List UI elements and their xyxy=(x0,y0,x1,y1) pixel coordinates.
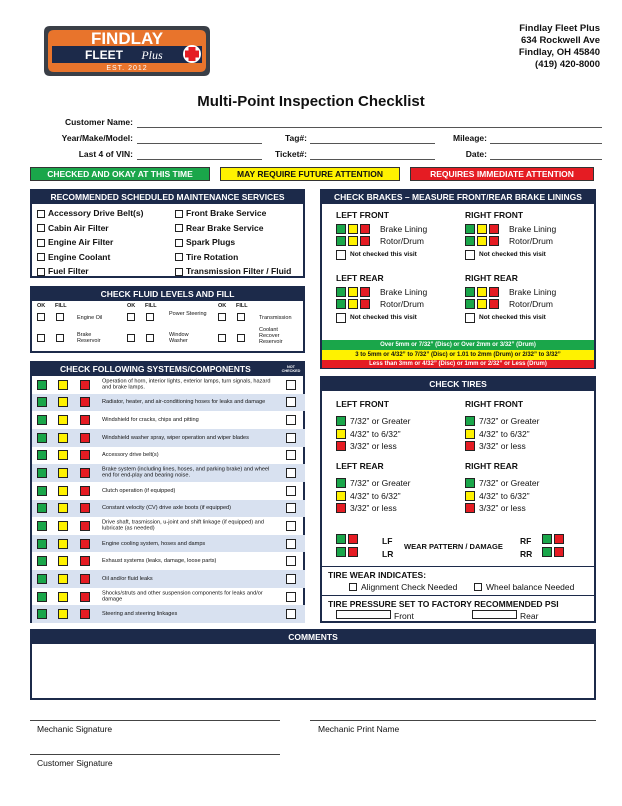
system-row xyxy=(32,464,305,482)
brake-green-box[interactable] xyxy=(336,299,346,309)
brake-yellow-box[interactable] xyxy=(348,236,358,246)
alignment-label: Alignment Check Needed xyxy=(361,582,458,592)
systems-not-checked-label: NOT CHECKED xyxy=(281,365,301,373)
brake-not-checked-checkbox[interactable] xyxy=(336,250,346,260)
brake-red-box[interactable] xyxy=(489,224,499,234)
system-item-label: Radiator, heater, and air-conditioning hoses for leaks and damage xyxy=(102,399,266,406)
tire-depth-label: 4/32” to 6/32” xyxy=(479,428,530,439)
fluid-ok-checkbox[interactable] xyxy=(37,313,45,321)
maint-item[interactable]: Front Brake Service xyxy=(175,206,305,221)
rf-wear-red[interactable] xyxy=(554,534,564,544)
system-row xyxy=(32,588,305,606)
not-checked-label: Not checked this visit xyxy=(350,314,417,321)
not-checked-checkbox[interactable] xyxy=(286,592,296,602)
system-item-label: Constant velocity (CV) drive axle boots (if equipped) xyxy=(102,505,232,512)
lr-label: LR xyxy=(382,549,394,559)
rr-wear-green[interactable] xyxy=(542,547,552,557)
fill-label: FILL xyxy=(236,303,248,309)
tire-pressure-label: TIRE PRESSURE SET TO FACTORY RECOMMENDED PSI xyxy=(328,599,559,609)
status-red-box[interactable] xyxy=(80,468,90,478)
not-checked-checkbox[interactable] xyxy=(286,415,296,425)
fluid-ok-checkbox[interactable] xyxy=(218,313,226,321)
system-item-label: Oil and/or fluid leaks xyxy=(102,575,153,582)
system-item-label: Windshield washer spray, wiper operation and wiper blades xyxy=(102,434,249,441)
status-yellow-box[interactable] xyxy=(58,609,68,619)
mechanic-signature-label: Mechanic Signature xyxy=(37,724,113,734)
system-item-label: Brake system (including lines, hoses, and parking brake) and wheel end for end-play and bearing noise. xyxy=(102,466,270,480)
legend-green: CHECKED AND OKAY AT THIS TIME xyxy=(30,167,210,181)
rr-wear-red[interactable] xyxy=(554,547,564,557)
status-red-box[interactable] xyxy=(80,433,90,443)
brake-red-box[interactable] xyxy=(489,236,499,246)
maint-item[interactable]: Spark Plugs xyxy=(175,235,305,250)
status-red-box[interactable] xyxy=(80,556,90,566)
system-row xyxy=(32,552,305,570)
tire-red-box[interactable] xyxy=(465,503,475,513)
lf-wear-green[interactable] xyxy=(336,534,346,544)
tire-depth-label: 4/32” to 6/32” xyxy=(350,428,401,439)
brake-red-box[interactable] xyxy=(360,287,370,297)
tire-green-box[interactable] xyxy=(465,478,475,488)
checkbox[interactable] xyxy=(175,239,183,247)
front-label: Front xyxy=(394,611,414,621)
tire-depth-label: 3/32” or less xyxy=(350,503,397,513)
year-make-model-field[interactable] xyxy=(137,143,262,144)
mechanic-print-line[interactable] xyxy=(310,720,596,721)
vin-label: Last 4 of VIN: xyxy=(78,149,133,159)
system-item-label: Engine cooling system, hoses and damps xyxy=(102,540,206,547)
system-row xyxy=(32,605,305,623)
status-red-box[interactable] xyxy=(80,397,90,407)
fluid-window-washer: Window Washer xyxy=(169,332,189,344)
tire-red-box[interactable] xyxy=(336,503,346,513)
system-row xyxy=(32,429,305,447)
system-item-label: Drive shaft, trasmission, u-joint and shift linkage (if equipped) and lubricate (as needed) xyxy=(102,519,264,532)
wear-pattern-label: WEAR PATTERN / DAMAGE xyxy=(404,542,503,551)
brake-lining-label: Brake Lining xyxy=(380,224,428,234)
brake-yellow-box[interactable] xyxy=(477,236,487,246)
brake-green-box[interactable] xyxy=(465,224,475,234)
not-checked-checkbox[interactable] xyxy=(286,521,296,531)
status-red-box[interactable] xyxy=(80,450,90,460)
ok-label: OK xyxy=(218,303,227,309)
fluid-coolant: Coolant Recover Reservoir xyxy=(259,327,283,345)
brake-scale-red: Less than 3mm or 4/32” (Disc) or 1mm or 2/32” or Less (Drum) xyxy=(322,360,594,368)
brake-yellow-box[interactable] xyxy=(348,299,358,309)
system-row xyxy=(32,535,305,553)
maint-item[interactable]: Fuel Filter xyxy=(37,264,172,279)
address-line: 634 Rockwell Ave xyxy=(520,35,600,46)
status-green-box[interactable] xyxy=(37,539,47,549)
system-row xyxy=(32,517,305,535)
brake-lining-label: Brake Lining xyxy=(509,287,557,297)
status-green-box[interactable] xyxy=(37,521,47,531)
legend-red: REQUIRES IMMEDIATE ATTENTION xyxy=(410,167,594,181)
status-yellow-box[interactable] xyxy=(58,503,68,513)
status-yellow-box[interactable] xyxy=(58,415,68,425)
tire-green-box[interactable] xyxy=(465,416,475,426)
fluid-ok-checkbox[interactable] xyxy=(127,334,135,342)
ticket-field[interactable] xyxy=(310,159,435,160)
comments-header: COMMENTS xyxy=(32,631,594,644)
tire-depth-label: 3/32” or less xyxy=(479,441,526,451)
brake-yellow-box[interactable] xyxy=(477,224,487,234)
system-row xyxy=(32,411,305,429)
address-line: Findlay Fleet Plus xyxy=(519,23,600,34)
checkbox[interactable] xyxy=(37,224,45,232)
system-row xyxy=(32,447,305,465)
maint-item[interactable]: Cabin Air Filter xyxy=(37,221,172,236)
not-checked-checkbox[interactable] xyxy=(286,397,296,407)
system-item-label: Steering and steering linkages xyxy=(102,610,178,617)
brake-scale-green: Over 5mm or 7/32” (Disc) or Over 2mm or 3/32” (Drum) xyxy=(322,340,594,350)
systems-header: CHECK FOLLOWING SYSTEMS/COMPONENTS xyxy=(32,363,303,376)
not-checked-checkbox[interactable] xyxy=(286,609,296,619)
brake-green-box[interactable] xyxy=(465,236,475,246)
status-red-box[interactable] xyxy=(80,539,90,549)
tire-depth-label: 7/32” or Greater xyxy=(350,416,411,426)
rotor-drum-label: Rotor/Drum xyxy=(509,236,553,246)
system-item-label: Clutch operation (if equipped) xyxy=(102,487,176,494)
rf-label: RF xyxy=(520,536,532,546)
status-green-box[interactable] xyxy=(37,468,47,478)
maint-item[interactable]: Engine Air Filter xyxy=(37,235,172,250)
address-block xyxy=(519,23,600,71)
page-title: Multi-Point Inspection Checklist xyxy=(197,93,425,110)
maint-item[interactable]: Transmission Filter / Fluid xyxy=(175,264,305,279)
not-checked-checkbox[interactable] xyxy=(286,486,296,496)
maint-item[interactable]: Engine Coolant xyxy=(37,250,172,265)
fluid-header: CHECK FLUID LEVELS AND FILL xyxy=(32,288,303,301)
system-row xyxy=(32,570,305,588)
rear-pressure-field[interactable] xyxy=(472,610,517,619)
system-row xyxy=(32,500,305,518)
rr-label: RR xyxy=(520,549,533,559)
brake-not-checked-checkbox[interactable] xyxy=(465,250,475,260)
address-line: (419) 420-8000 xyxy=(535,59,600,70)
brake-not-checked-checkbox[interactable] xyxy=(465,313,475,323)
status-green-box[interactable] xyxy=(37,415,47,425)
fluid-fill-checkbox[interactable] xyxy=(56,313,64,321)
not-checked-label: Not checked this visit xyxy=(350,251,417,258)
not-checked-checkbox[interactable] xyxy=(286,450,296,460)
brake-red-box[interactable] xyxy=(360,224,370,234)
comments-panel[interactable] xyxy=(30,629,596,700)
lf-wear-red[interactable] xyxy=(348,534,358,544)
status-yellow-box[interactable] xyxy=(58,433,68,443)
not-checked-checkbox[interactable] xyxy=(286,556,296,566)
systems-list xyxy=(32,376,305,623)
status-red-box[interactable] xyxy=(80,503,90,513)
checkbox[interactable] xyxy=(37,268,45,276)
brake-yellow-box[interactable] xyxy=(477,287,487,297)
brake-green-box[interactable] xyxy=(465,287,475,297)
checkbox[interactable] xyxy=(175,210,183,218)
status-red-box[interactable] xyxy=(80,609,90,619)
system-item-label: Exhaust systems (leaks, damage, loose parts) xyxy=(102,558,217,565)
lf-label: LF xyxy=(382,536,393,546)
status-green-box[interactable] xyxy=(37,503,47,513)
checkbox[interactable] xyxy=(175,224,183,232)
brake-left-front-label: LEFT FRONT xyxy=(336,210,389,220)
fluid-fill-checkbox[interactable] xyxy=(56,334,64,342)
status-green-box[interactable] xyxy=(37,574,47,584)
system-row xyxy=(32,482,305,500)
fill-label: FILL xyxy=(55,303,67,309)
brake-red-box[interactable] xyxy=(360,299,370,309)
tires-header: CHECK TIRES xyxy=(322,378,594,391)
mechanic-signature-line[interactable] xyxy=(30,720,280,721)
status-red-box[interactable] xyxy=(80,380,90,390)
status-green-box[interactable] xyxy=(37,450,47,460)
year-make-model-label: Year/Make/Model: xyxy=(61,133,133,143)
tire-red-box[interactable] xyxy=(336,441,346,451)
tire-right-rear-label: RIGHT REAR xyxy=(465,461,518,471)
tag-label: Tag#: xyxy=(284,133,307,143)
mileage-field[interactable] xyxy=(490,143,602,144)
tire-right-front-label: RIGHT FRONT xyxy=(465,399,524,409)
status-yellow-box[interactable] xyxy=(58,450,68,460)
tire-left-front-label: LEFT FRONT xyxy=(336,399,389,409)
brake-red-box[interactable] xyxy=(489,287,499,297)
rf-wear-green[interactable] xyxy=(542,534,552,544)
system-item-label: Shocks/struts and other suspension components for leaks and/or damage xyxy=(102,590,263,603)
not-checked-checkbox[interactable] xyxy=(286,468,296,478)
not-checked-checkbox[interactable] xyxy=(286,380,296,390)
tire-yellow-box[interactable] xyxy=(465,429,475,439)
brake-yellow-box[interactable] xyxy=(348,224,358,234)
customer-signature-line[interactable] xyxy=(30,754,280,755)
fluid-fill-checkbox[interactable] xyxy=(146,313,154,321)
logo-est: EST. 2012 xyxy=(106,65,148,72)
system-row xyxy=(32,376,305,394)
address-line: Findlay, OH 45840 xyxy=(518,47,600,58)
maint-item[interactable]: Tire Rotation xyxy=(175,250,305,265)
fluid-fill-checkbox[interactable] xyxy=(146,334,154,342)
customer-signature-label: Customer Signature xyxy=(37,758,113,768)
status-yellow-box[interactable] xyxy=(58,574,68,584)
systems-panel xyxy=(30,361,305,623)
maint-item[interactable]: Accessory Drive Belt(s) xyxy=(37,206,172,221)
tire-depth-label: 4/32” to 6/32” xyxy=(350,490,401,501)
system-item-label: Operation of horn, interior lights, exterior lamps, turn signals, hazard and brake lamps. xyxy=(102,378,271,391)
checkbox[interactable] xyxy=(37,210,45,218)
tire-left-rear-label: LEFT REAR xyxy=(336,461,384,471)
ticket-label: Ticket#: xyxy=(275,149,307,159)
status-green-box[interactable] xyxy=(37,609,47,619)
tire-depth-label: 3/32” or less xyxy=(479,503,526,513)
not-checked-checkbox[interactable] xyxy=(286,539,296,549)
fluid-fill-checkbox[interactable] xyxy=(237,313,245,321)
brake-red-box[interactable] xyxy=(360,236,370,246)
not-checked-checkbox[interactable] xyxy=(286,433,296,443)
company-logo xyxy=(42,22,212,80)
status-yellow-box[interactable] xyxy=(58,468,68,478)
brake-green-box[interactable] xyxy=(336,224,346,234)
status-yellow-box[interactable] xyxy=(58,556,68,566)
status-green-box[interactable] xyxy=(37,486,47,496)
status-yellow-box[interactable] xyxy=(58,539,68,549)
brake-yellow-box[interactable] xyxy=(348,287,358,297)
tire-red-box[interactable] xyxy=(465,441,475,451)
checkbox[interactable] xyxy=(37,253,45,261)
not-checked-checkbox[interactable] xyxy=(286,574,296,584)
brake-lining-label: Brake Lining xyxy=(380,287,428,297)
system-item-label: Accessory drive belt(s) xyxy=(102,452,159,459)
status-red-box[interactable] xyxy=(80,486,90,496)
status-yellow-box[interactable] xyxy=(58,486,68,496)
system-item-label: Windshield for cracks, chips and pitting xyxy=(102,416,199,423)
ok-label: OK xyxy=(37,303,46,309)
status-yellow-box[interactable] xyxy=(58,521,68,531)
fluid-transmission: Transmission xyxy=(259,315,292,321)
status-red-box[interactable] xyxy=(80,592,90,602)
status-yellow-box[interactable] xyxy=(58,592,68,602)
fill-label: FILL xyxy=(145,303,157,309)
system-row xyxy=(32,394,305,412)
date-field[interactable] xyxy=(490,159,602,160)
status-green-box[interactable] xyxy=(37,592,47,602)
status-green-box[interactable] xyxy=(37,397,47,407)
lr-wear-green[interactable] xyxy=(336,547,346,557)
checkbox[interactable] xyxy=(37,239,45,247)
fluid-engine-oil: Engine Oil xyxy=(77,315,103,321)
fluid-fill-checkbox[interactable] xyxy=(237,334,245,342)
brakes-panel xyxy=(320,189,596,369)
tire-green-box[interactable] xyxy=(336,416,346,426)
tire-depth-label: 7/32” or Greater xyxy=(350,478,411,488)
not-checked-label: Not checked this visit xyxy=(479,251,546,258)
tire-yellow-box[interactable] xyxy=(336,429,346,439)
status-red-box[interactable] xyxy=(80,521,90,531)
date-label: Date: xyxy=(465,149,487,159)
logo-fleet: FLEET xyxy=(85,48,123,62)
balance-checkbox[interactable] xyxy=(474,583,482,591)
brake-green-box[interactable] xyxy=(465,299,475,309)
status-red-box[interactable] xyxy=(80,574,90,584)
not-checked-label: Not checked this visit xyxy=(479,314,546,321)
fluid-ok-checkbox[interactable] xyxy=(127,313,135,321)
rotor-drum-label: Rotor/Drum xyxy=(380,236,424,246)
brake-lining-label: Brake Lining xyxy=(509,224,557,234)
brake-yellow-box[interactable] xyxy=(477,299,487,309)
tires-panel xyxy=(320,376,596,623)
tire-yellow-box[interactable] xyxy=(465,491,475,501)
brake-scale-yellow: 3 to 5mm or 4/32” to 7/32” (Disc) or 1.01 to 2mm (Drum) or 2/32” to 3/32” xyxy=(322,350,594,360)
logo-findlay: FINDLAY xyxy=(90,29,164,48)
customer-name-label: Customer Name: xyxy=(64,117,133,127)
status-yellow-box[interactable] xyxy=(58,397,68,407)
rotor-drum-label: Rotor/Drum xyxy=(380,299,424,309)
status-red-box[interactable] xyxy=(80,415,90,425)
tag-field[interactable] xyxy=(310,143,435,144)
maint-item[interactable]: Rear Brake Service xyxy=(175,221,305,236)
not-checked-checkbox[interactable] xyxy=(286,503,296,513)
maintenance-panel xyxy=(30,189,305,278)
brake-not-checked-checkbox[interactable] xyxy=(336,313,346,323)
fluid-panel xyxy=(30,286,305,353)
rear-label: Rear xyxy=(520,611,539,621)
status-green-box[interactable] xyxy=(37,433,47,443)
tire-depth-label: 7/32” or Greater xyxy=(479,478,540,488)
brake-left-rear-label: LEFT REAR xyxy=(336,273,384,283)
fluid-ok-checkbox[interactable] xyxy=(37,334,45,342)
fluid-brake-reservoir: Brake Reservoir xyxy=(77,332,101,344)
balance-label: Wheel balance Needed xyxy=(486,582,575,592)
alignment-checkbox[interactable] xyxy=(349,583,357,591)
tire-green-box[interactable] xyxy=(336,478,346,488)
ok-label: OK xyxy=(127,303,136,309)
brake-right-rear-label: RIGHT REAR xyxy=(465,273,518,283)
brake-green-box[interactable] xyxy=(336,287,346,297)
tire-depth-label: 4/32” to 6/32” xyxy=(479,490,530,501)
brake-red-box[interactable] xyxy=(489,299,499,309)
fluid-ok-checkbox[interactable] xyxy=(218,334,226,342)
status-green-box[interactable] xyxy=(37,380,47,390)
rotor-drum-label: Rotor/Drum xyxy=(509,299,553,309)
vin-field[interactable] xyxy=(137,159,262,160)
tire-yellow-box[interactable] xyxy=(336,491,346,501)
front-pressure-field[interactable] xyxy=(336,610,391,619)
brake-right-front-label: RIGHT FRONT xyxy=(465,210,524,220)
brake-green-box[interactable] xyxy=(336,236,346,246)
tire-depth-label: 3/32” or less xyxy=(350,441,397,451)
brakes-header: CHECK BRAKES – MEASURE FRONT/REAR BRAKE LININGS xyxy=(322,191,594,204)
mechanic-print-label: Mechanic Print Name xyxy=(318,724,400,734)
mileage-label: Mileage: xyxy=(452,133,487,143)
logo-plus: Plus xyxy=(141,48,163,62)
customer-name-field[interactable] xyxy=(137,127,602,128)
checkbox[interactable] xyxy=(175,268,183,276)
legend-yellow: MAY REQUIRE FUTURE ATTENTION xyxy=(220,167,400,181)
maintenance-header: RECOMMENDED SCHEDULED MAINTENANCE SERVICES xyxy=(32,191,303,204)
checkbox[interactable] xyxy=(175,253,183,261)
fluid-power-steering: Power Steering xyxy=(169,311,207,317)
status-green-box[interactable] xyxy=(37,556,47,566)
tire-wear-indicates-label: TIRE WEAR INDICATES: xyxy=(328,570,427,580)
tire-depth-label: 7/32” or Greater xyxy=(479,416,540,426)
status-yellow-box[interactable] xyxy=(58,380,68,390)
lr-wear-red[interactable] xyxy=(348,547,358,557)
